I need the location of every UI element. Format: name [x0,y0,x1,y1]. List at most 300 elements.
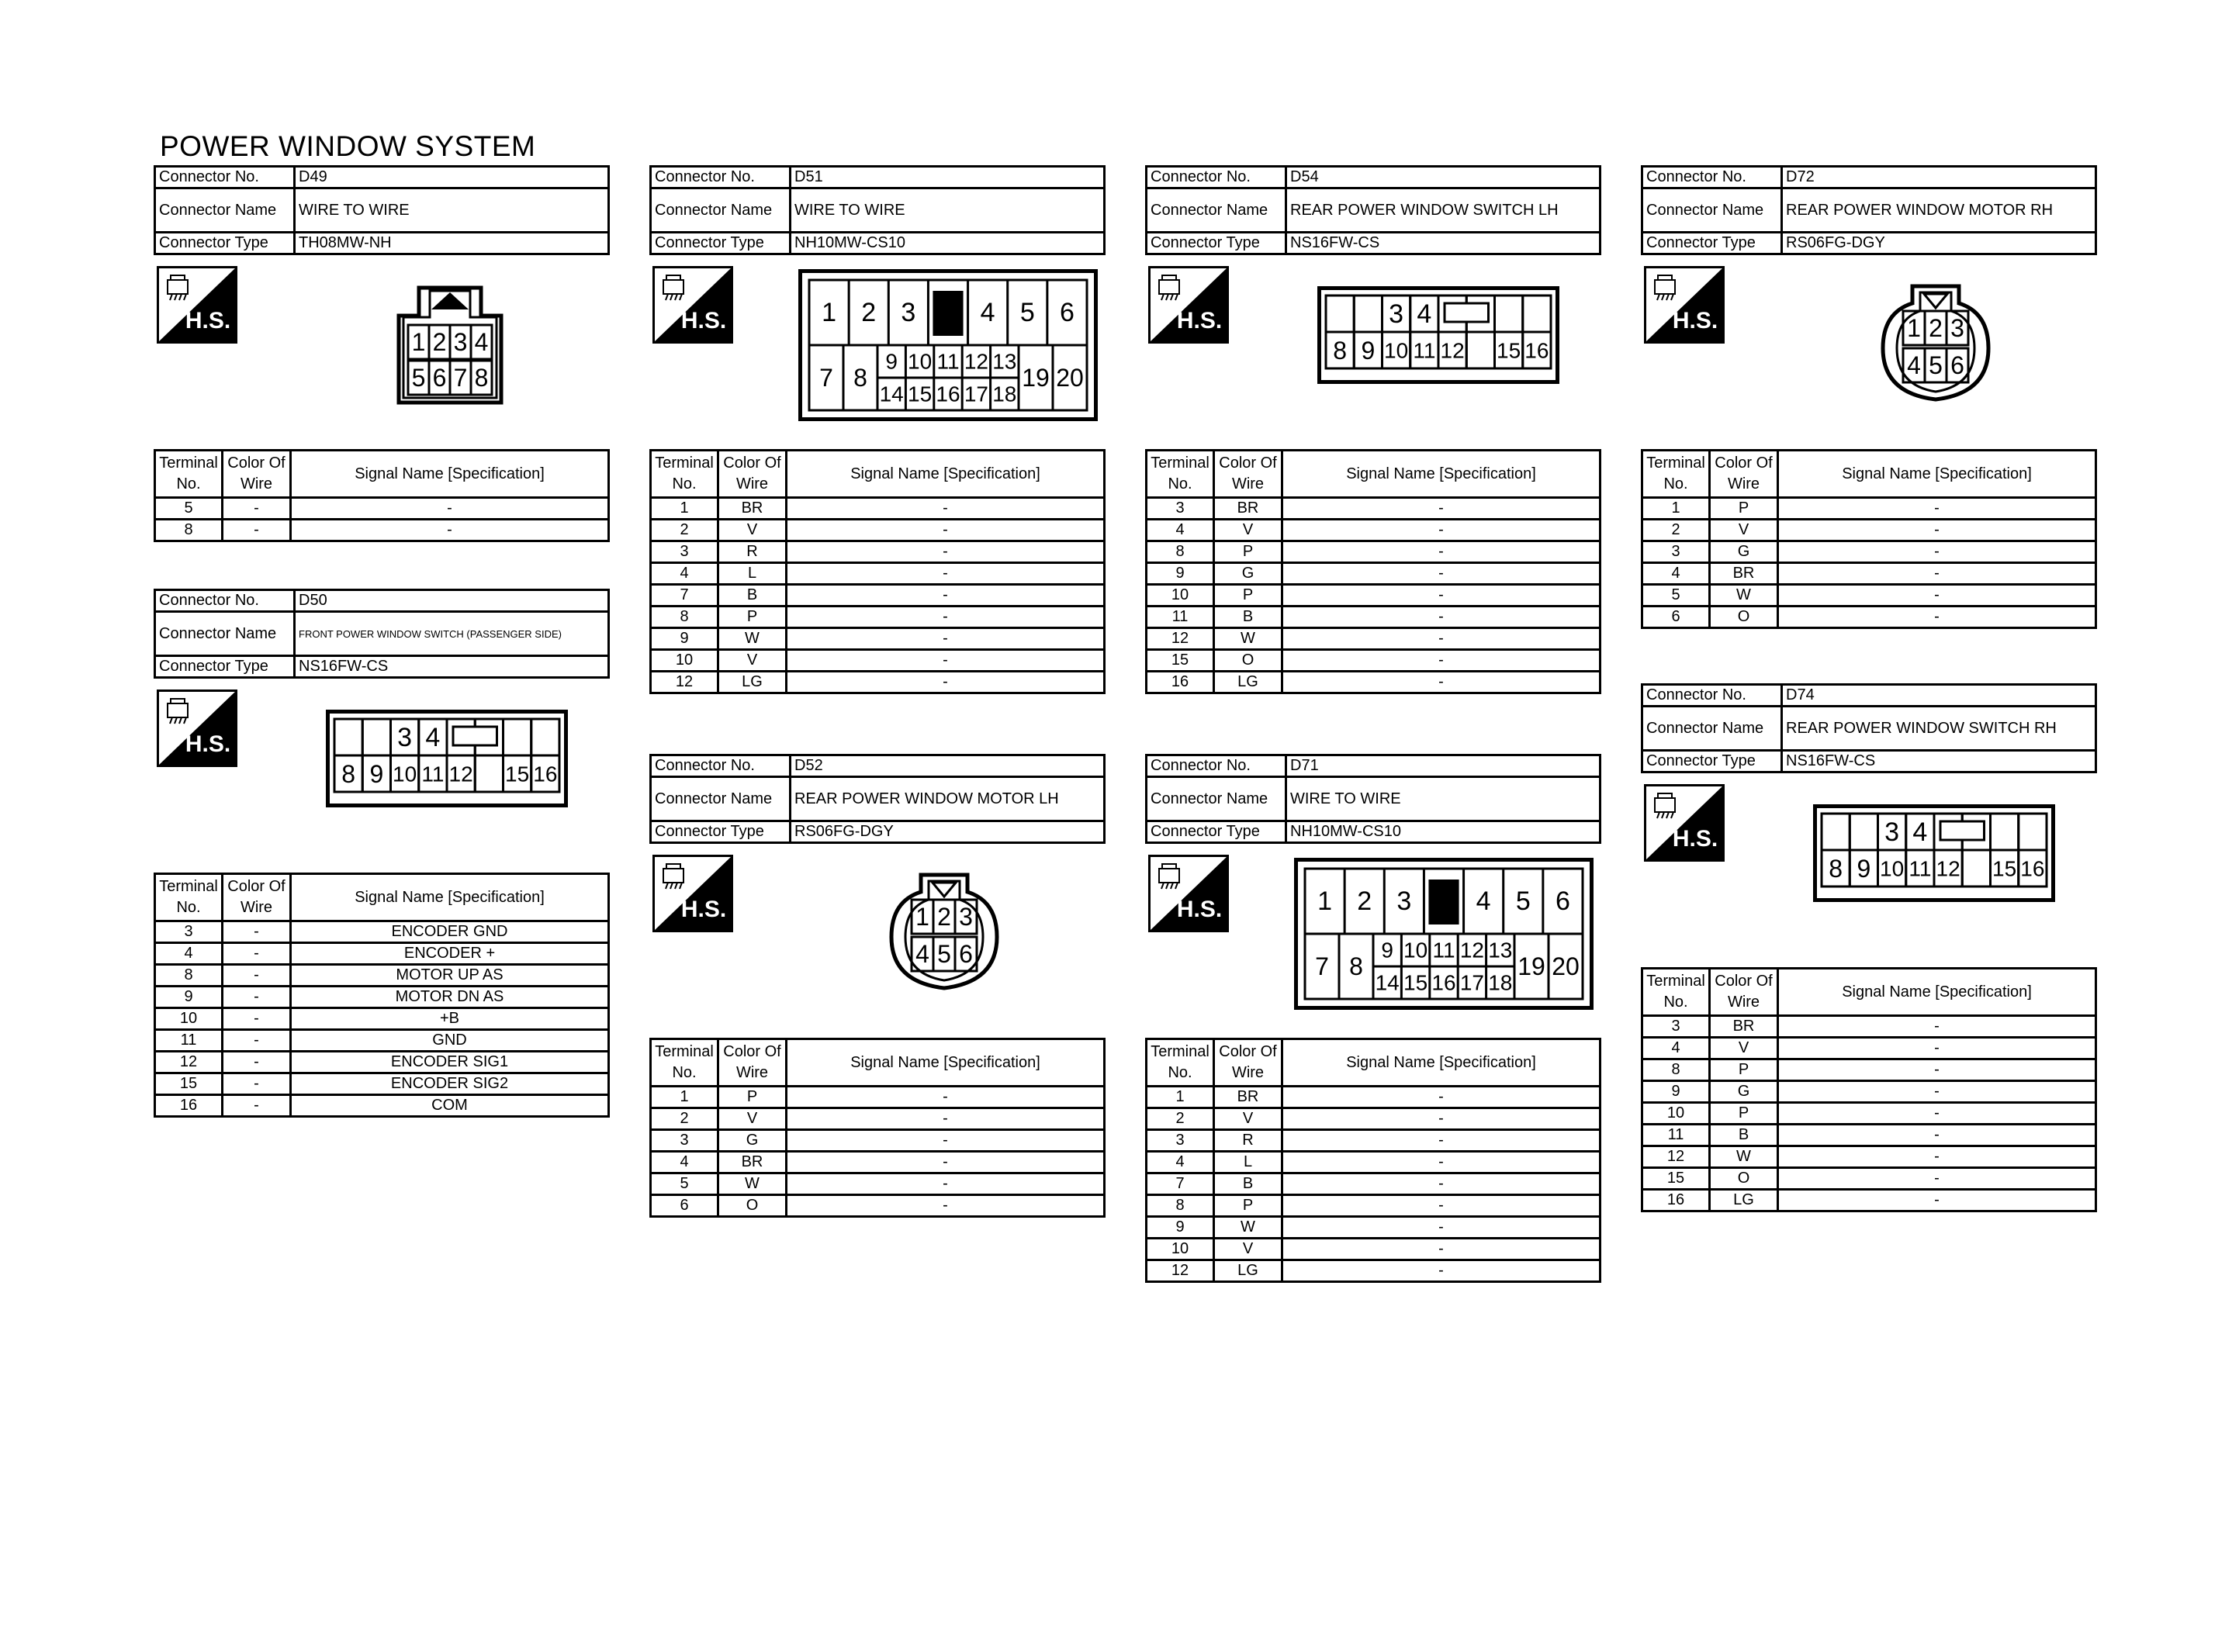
signal-name-cell: - [1282,1260,1601,1282]
terminal-row [651,1173,1105,1195]
signal-name-cell: - [787,1173,1105,1195]
signal-name-cell: MOTOR DN AS [291,987,609,1008]
signal-name-header: Signal Name [Specification] [787,1039,1105,1087]
connector-name-label: Connector Name [155,188,295,233]
pin-label: 15 [1403,970,1428,995]
pin-label: 2 [861,298,877,327]
signal-name-cell: - [787,1087,1105,1108]
hs-badge-label: H.S. [1176,897,1223,922]
wire-color-cell: V [1710,1038,1778,1059]
connector-info-table [1145,165,1601,255]
connector-visual [649,844,1106,1038]
connector-name-label: Connector Name [155,612,295,656]
pin-label: 16 [533,762,558,786]
terminal-no-cell: 10 [1642,1103,1710,1125]
signal-name-cell: - [1778,520,2096,541]
terminal-no-cell: 11 [1642,1125,1710,1146]
terminal-no-cell: 3 [651,1130,718,1152]
signal-name-cell: - [1282,1239,1601,1260]
wire-color-cell: - [223,1030,291,1052]
pin-label: 11 [1432,938,1455,963]
pin-label: 10 [908,349,933,374]
connector-info-table [1641,683,2097,773]
terminal-header-row [1642,451,2096,498]
signal-name-cell: - [1282,628,1601,650]
pin-label: 12 [1936,856,1960,881]
terminal-row [1642,541,2096,563]
color-of-wire-header: Color Of Wire [223,874,291,921]
terminal-row [1642,498,2096,520]
connector-name-label: Connector Name [1642,188,1782,233]
connector-name-label: Connector Name [1147,188,1286,233]
connector-no-value: D52 [791,755,1105,777]
pin-label: 6 [1950,351,1964,379]
wire-color-cell: R [718,541,787,563]
connector-no-value: D49 [295,167,609,188]
connector-visual [1145,255,1601,449]
signal-name-cell: - [1778,1146,2096,1168]
pin-label: 18 [992,382,1017,406]
wire-color-cell: W [1214,628,1282,650]
pin-label: 3 [1396,886,1412,916]
wire-color-cell: V [718,1108,787,1130]
pin-label: 16 [1431,970,1456,995]
signal-name-cell: - [787,607,1105,628]
connector-type-value: NH10MW-CS10 [1286,821,1601,843]
wire-color-cell: BR [1710,563,1778,585]
wire-color-cell: O [1710,1168,1778,1190]
terminal-no-cell: 8 [155,965,223,987]
pin-label: 8 [853,364,867,392]
signal-name-cell: - [1282,650,1601,672]
terminal-no-cell: 8 [1642,1059,1710,1081]
terminal-row [155,1073,609,1095]
connector-type-value: RS06FG-DGY [1782,233,2096,254]
terminal-no-cell: 9 [1147,563,1214,585]
connector-face-th08 [388,269,512,409]
connector-d74 [1641,683,2097,1212]
signal-name-cell: ENCODER SIG2 [291,1073,609,1095]
connector-face-rs06 [886,866,1002,994]
signal-name-cell: - [1282,1152,1601,1173]
terminal-table [1145,1038,1601,1283]
wire-color-cell: - [223,1073,291,1095]
pin-label: 3 [1950,314,1964,342]
signal-name-cell: - [1778,541,2096,563]
connector-type-value: NH10MW-CS10 [791,233,1105,254]
pin-label: 5 [937,940,951,968]
terminal-table [154,449,610,542]
terminal-row [1147,1130,1601,1152]
connector-info-table [1641,165,2097,255]
terminal-no-cell: 2 [651,1108,718,1130]
harness-side-icon [652,266,733,344]
wire-color-cell: O [718,1195,787,1217]
terminal-no-cell: 4 [1642,1038,1710,1059]
connector-face-rs06 [1877,277,1994,406]
wire-color-cell: V [718,520,787,541]
pin-label: 14 [879,382,904,406]
wire-color-cell: - [223,1095,291,1117]
connector-face-ns16 [1317,286,1559,384]
terminal-no-header: Terminal No. [1642,969,1710,1016]
terminal-no-cell: 1 [651,498,718,520]
pin-label: 2 [937,903,951,931]
pin-label: 5 [1019,298,1035,327]
terminal-no-cell: 6 [651,1195,718,1217]
pin-label: 4 [1912,817,1928,847]
harness-side-icon [157,689,237,767]
signal-name-cell: - [787,585,1105,607]
terminal-no-cell: 10 [651,650,718,672]
connector-type-value: RS06FG-DGY [791,821,1105,843]
connector-no-label: Connector No. [155,167,295,188]
connector-name-label: Connector Name [651,777,791,821]
pin-label: 11 [936,349,960,374]
wire-color-cell: V [1214,1239,1282,1260]
pin-label: 1 [915,903,929,931]
terminal-row [651,672,1105,693]
terminal-no-cell: 8 [1147,541,1214,563]
terminal-no-cell: 12 [651,672,718,693]
terminal-no-header: Terminal No. [651,451,718,498]
pin-label: 5 [411,364,426,392]
terminal-no-cell: 12 [1147,628,1214,650]
terminal-no-cell: 3 [155,921,223,943]
harness-side-icon [1644,266,1725,344]
wire-color-cell: B [1710,1125,1778,1146]
wire-color-cell: O [1710,607,1778,628]
wire-color-cell: - [223,1008,291,1030]
terminal-no-cell: 8 [1147,1195,1214,1217]
signal-name-cell: - [1778,1059,2096,1081]
terminal-no-cell: 10 [155,1008,223,1030]
wire-color-cell: B [1214,1173,1282,1195]
connector-no-label: Connector No. [1642,685,1782,707]
pin-label: 16 [1524,338,1549,363]
color-of-wire-header: Color Of Wire [1710,451,1778,498]
terminal-no-cell: 1 [1642,498,1710,520]
wire-color-cell: V [718,650,787,672]
pin-label: 10 [393,762,417,786]
terminal-no-cell: 16 [1147,672,1214,693]
terminal-no-cell: 3 [1642,541,1710,563]
connector-type-value: TH08MW-NH [295,233,609,254]
terminal-row [1147,1108,1601,1130]
connector-info-table [154,165,610,255]
pin-label: 2 [1929,314,1943,342]
connector-info-table [154,589,610,679]
terminal-header-row [1147,451,1601,498]
connector-no-label: Connector No. [1147,755,1286,777]
terminal-no-cell: 3 [1642,1016,1710,1038]
terminal-no-header: Terminal No. [1147,1039,1214,1087]
terminal-row [651,628,1105,650]
terminal-header-row [651,1039,1105,1087]
color-of-wire-header: Color Of Wire [718,1039,787,1087]
terminal-row [1147,1239,1601,1260]
harness-side-icon [157,266,237,344]
wire-color-cell: R [1214,1130,1282,1152]
connector-no-value: D74 [1782,685,2096,707]
terminal-row [651,520,1105,541]
terminal-no-cell: 15 [1642,1168,1710,1190]
pin-label: 18 [1488,970,1513,995]
terminal-table [1641,449,2097,629]
wire-color-cell: P [718,607,787,628]
terminal-no-cell: 1 [1147,1087,1214,1108]
signal-name-cell: - [787,563,1105,585]
pin-label: 4 [1476,886,1491,916]
connector-type-label: Connector Type [155,233,295,254]
connector-d52 [649,754,1106,1218]
terminal-header-row [155,451,609,498]
pin-label: 20 [1552,952,1580,980]
wire-color-cell: LG [718,672,787,693]
harness-side-icon [652,855,733,932]
connector-visual [1145,844,1601,1038]
terminal-no-cell: 4 [1147,520,1214,541]
signal-name-cell: - [787,672,1105,693]
wire-color-cell: BR [1710,1016,1778,1038]
terminal-row [1642,520,2096,541]
pin-label: 7 [819,364,833,392]
pin-label: 3 [959,903,973,931]
pin-label: 19 [1022,364,1050,392]
wire-color-cell: P [1214,585,1282,607]
terminal-no-cell: 10 [1147,585,1214,607]
terminal-no-cell: 5 [651,1173,718,1195]
terminal-no-cell: 5 [1642,585,1710,607]
terminal-row [1642,1016,2096,1038]
signal-name-cell: - [787,498,1105,520]
pin-label: 12 [448,762,473,786]
terminal-row [1642,1081,2096,1103]
wire-color-cell: L [718,563,787,585]
terminal-no-header: Terminal No. [155,451,223,498]
terminal-row [1642,1103,2096,1125]
terminal-row [1147,1087,1601,1108]
color-of-wire-header: Color Of Wire [1710,969,1778,1016]
connector-no-label: Connector No. [1642,167,1782,188]
hs-badge-label: H.S. [680,308,727,334]
signal-name-cell: - [1778,1103,2096,1125]
signal-name-cell: - [787,541,1105,563]
terminal-row [1642,1168,2096,1190]
wire-color-cell: P [1710,1103,1778,1125]
terminal-no-cell: 4 [1642,563,1710,585]
pin-label: 13 [992,349,1017,374]
connector-d49 [154,165,610,542]
terminal-row [1147,498,1601,520]
wire-color-cell: W [718,628,787,650]
wire-color-cell: - [223,921,291,943]
wire-color-cell: - [223,1052,291,1073]
wire-color-cell: L [1214,1152,1282,1173]
pin-label: 1 [1317,886,1333,916]
signal-name-cell: - [787,650,1105,672]
wire-color-cell: W [1214,1217,1282,1239]
connector-name-value: REAR POWER WINDOW MOTOR RH [1782,188,2096,233]
pin-label: 12 [1440,338,1465,363]
terminal-table [649,449,1106,694]
connector-name-value: FRONT POWER WINDOW SWITCH (PASSENGER SIDE) [295,612,609,656]
terminal-row [155,1095,609,1117]
terminal-no-cell: 2 [1147,1108,1214,1130]
color-of-wire-header: Color Of Wire [223,451,291,498]
signal-name-cell: - [787,1108,1105,1130]
connector-type-label: Connector Type [651,233,791,254]
terminal-no-cell: 2 [1642,520,1710,541]
signal-name-cell: - [1778,1081,2096,1103]
terminal-no-cell: 4 [651,1152,718,1173]
wire-color-cell: LG [1214,672,1282,693]
terminal-no-cell: 16 [1642,1190,1710,1211]
connector-type-label: Connector Type [1642,233,1782,254]
terminal-row [1147,563,1601,585]
pin-label: 9 [1857,855,1871,883]
connector-d50 [154,589,610,1118]
hs-badge-label: H.S. [680,897,727,922]
connector-visual [649,255,1106,449]
pin-label: 9 [885,349,898,374]
connector-name-label: Connector Name [1147,777,1286,821]
terminal-no-cell: 3 [1147,1130,1214,1152]
pin-label: 16 [936,382,960,406]
terminal-row [651,1108,1105,1130]
color-of-wire-header: Color Of Wire [1214,451,1282,498]
pin-label: 8 [1349,952,1363,980]
pin-label: 16 [2020,856,2045,881]
pin-label: 9 [1361,337,1376,365]
pin-label: 19 [1517,952,1545,980]
wire-color-cell: P [1710,498,1778,520]
connector-no-value: D72 [1782,167,2096,188]
terminal-no-cell: 9 [651,628,718,650]
terminal-row [155,520,609,541]
terminal-row [1642,1038,2096,1059]
signal-name-cell: MOTOR UP AS [291,965,609,987]
wire-color-cell: W [1710,585,1778,607]
connector-type-value: NS16FW-CS [1782,751,2096,772]
connector-type-label: Connector Type [155,656,295,678]
signal-name-cell: - [291,498,609,520]
wire-color-cell: V [1710,520,1778,541]
pin-label: 14 [1375,970,1400,995]
pin-label: 6 [1059,298,1075,327]
wire-color-cell: G [718,1130,787,1152]
pin-label: 11 [421,762,445,786]
terminal-row [155,987,609,1008]
pin-label: 8 [474,364,489,392]
wire-color-cell: V [1214,1108,1282,1130]
connector-face-ns16 [326,710,568,807]
wire-color-cell: B [1214,607,1282,628]
wire-color-cell: - [223,965,291,987]
connector-name-value: WIRE TO WIRE [791,188,1105,233]
terminal-no-cell: 8 [155,520,223,541]
pin-label: 7 [1315,952,1329,980]
terminal-row [651,1152,1105,1173]
terminal-row [155,1030,609,1052]
terminal-no-header: Terminal No. [651,1039,718,1087]
terminal-no-cell: 7 [651,585,718,607]
pin-label: 2 [432,328,447,356]
color-of-wire-header: Color Of Wire [1214,1039,1282,1087]
pin-label: 9 [1381,938,1393,963]
connector-name-label: Connector Name [651,188,791,233]
terminal-no-cell: 9 [1147,1217,1214,1239]
terminal-row [1147,628,1601,650]
signal-name-cell: - [787,1130,1105,1152]
connector-visual [154,679,610,873]
terminal-no-cell: 11 [1147,607,1214,628]
terminal-row [651,607,1105,628]
terminal-row [1147,1260,1601,1282]
pin-label: 1 [822,298,837,327]
pin-label: 15 [1497,338,1521,363]
terminal-row [651,1195,1105,1217]
pin-label: 17 [1459,970,1484,995]
connector-info-table [649,754,1106,844]
connector-visual [154,255,610,449]
signal-name-cell: - [1282,563,1601,585]
harness-side-icon [1148,855,1229,932]
terminal-row [651,1087,1105,1108]
connector-type-label: Connector Type [1147,233,1286,254]
terminal-row [1147,1195,1601,1217]
pin-label: 10 [1403,938,1428,963]
pin-label: 10 [1384,338,1409,363]
wire-color-cell: LG [1214,1260,1282,1282]
wire-color-cell: P [1214,1195,1282,1217]
signal-name-header: Signal Name [Specification] [1778,969,2096,1016]
connector-no-label: Connector No. [155,590,295,612]
wire-color-cell: G [1214,563,1282,585]
pin-label: 8 [1829,855,1843,883]
pin-label: 6 [1555,886,1570,916]
pin-label: 3 [397,723,413,752]
terminal-row [1147,650,1601,672]
terminal-no-cell: 11 [155,1030,223,1052]
connector-no-value: D50 [295,590,609,612]
color-of-wire-header: Color Of Wire [718,451,787,498]
connector-d51 [649,165,1106,694]
wire-color-cell: P [1214,541,1282,563]
terminal-no-cell: 3 [1147,498,1214,520]
terminal-row [651,650,1105,672]
terminal-no-cell: 12 [155,1052,223,1073]
connector-d72 [1641,165,2097,629]
terminal-no-header: Terminal No. [1642,451,1710,498]
signal-name-cell: - [291,520,609,541]
wire-color-cell: B [718,585,787,607]
connector-d71 [1145,754,1601,1283]
pin-label: 2 [1357,886,1372,916]
connector-no-label: Connector No. [1147,167,1286,188]
signal-name-cell: - [1282,1087,1601,1108]
connector-visual [1641,773,2097,967]
terminal-row [1147,1152,1601,1173]
terminal-no-cell: 5 [155,498,223,520]
terminal-row [1642,1190,2096,1211]
wire-color-cell: W [718,1173,787,1195]
signal-name-cell: - [787,1152,1105,1173]
signal-name-cell: - [787,1195,1105,1217]
signal-name-header: Signal Name [Specification] [1282,1039,1601,1087]
wire-color-cell: - [223,520,291,541]
connector-no-value: D51 [791,167,1105,188]
